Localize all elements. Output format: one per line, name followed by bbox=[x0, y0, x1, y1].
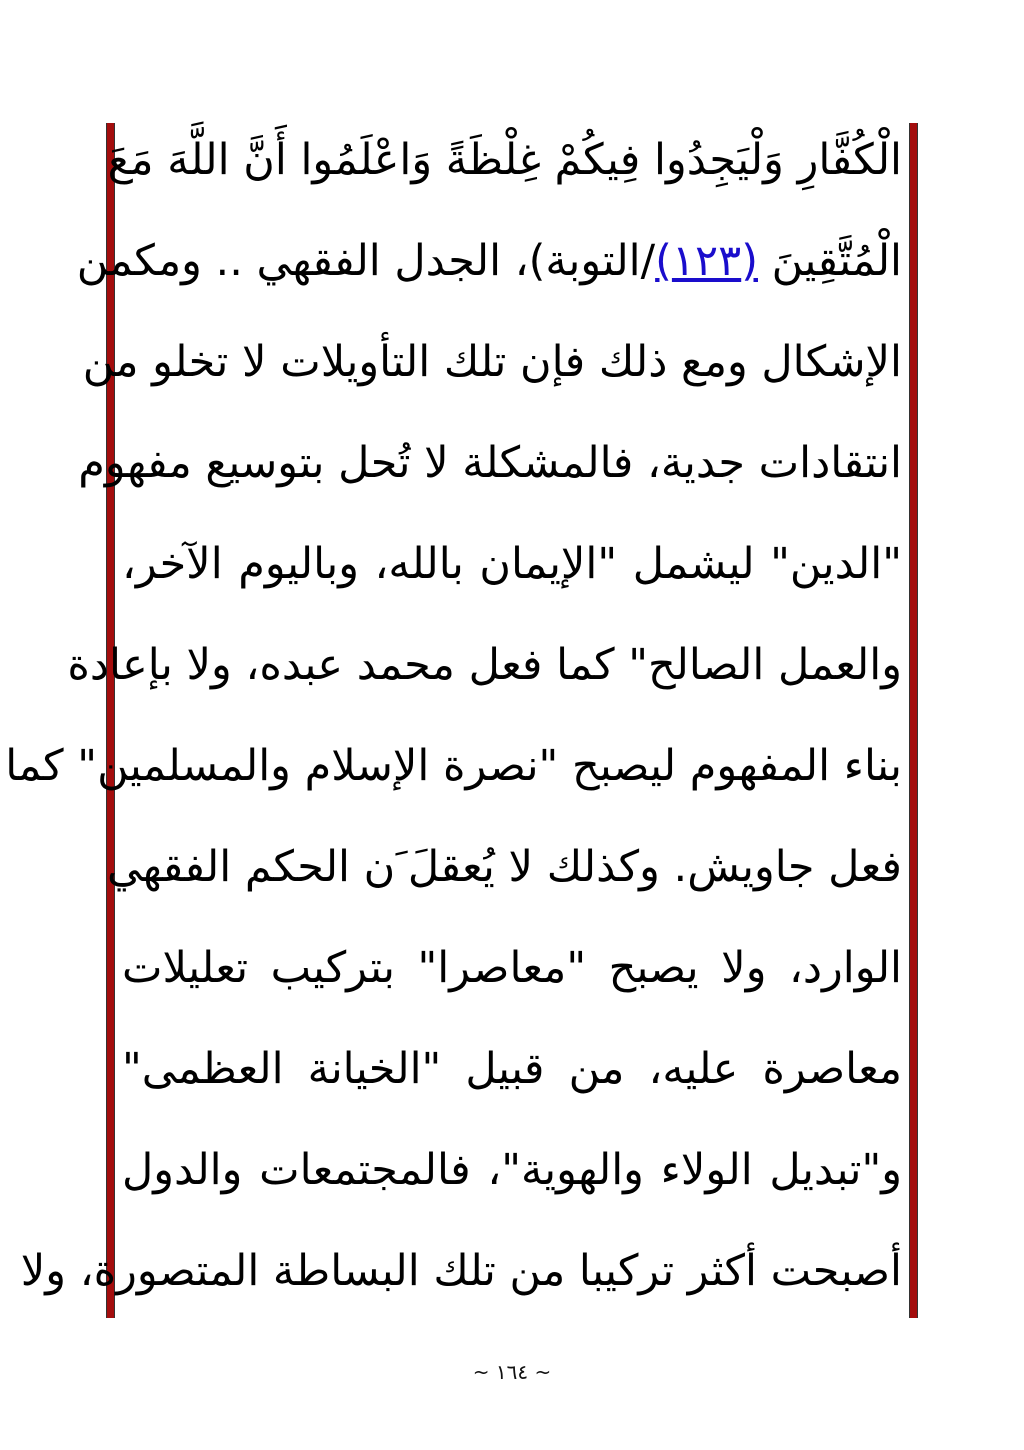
text-line-2 bbox=[76, 211, 902, 312]
body-text bbox=[5, 110, 902, 1322]
right-page-border bbox=[909, 123, 918, 1318]
text-line-2-end: /التوبة)، الجدل الفقهي .. ومكمن bbox=[76, 236, 656, 286]
text-line-3: الإشكال ومع ذلك فإن تلك التأويلات لا تخلو من bbox=[82, 337, 902, 387]
text-line-10: معاصرة عليه، من قبيل "الخيانة العظمى" bbox=[122, 1044, 902, 1094]
text-line-6: والعمل الصالح" كما فعل محمد عبده، ولا بإعادة bbox=[67, 640, 902, 690]
text-line-9: الوارد، ولا يصبح "معاصرا" بتركيب تعليلات bbox=[122, 943, 902, 993]
text-line-4: انتقادات جدية، فالمشكلة لا تُحل بتوسيع مفهوم bbox=[78, 438, 902, 488]
text-line-1: الْكُفَّارِ وَلْيَجِدُوا فِيكُمْ غِلْظَةً وَاعْلَمُوا أَنَّ اللَّهَ مَعَ bbox=[107, 135, 902, 185]
text-line-11: و"تبديل الولاء والهوية"، فالمجتمعات والدول bbox=[122, 1145, 902, 1195]
text-line-7: بناء المفهوم ليصبح "نصرة الإسلام والمسلمين" كما bbox=[5, 741, 902, 791]
text-line-5: "الدين" ليشمل "الإيمان بالله، وباليوم الآخر، bbox=[122, 539, 902, 589]
text-line-2-start: الْمُتَّقِينَ bbox=[757, 236, 902, 286]
page-number: ~ ١٦٤ ~ bbox=[472, 1360, 552, 1384]
text-line-8: فعل جاويش. وكذلك لا يُعقلَ َن الحكم الفقهي bbox=[106, 842, 902, 892]
text-line-12: أصبحت أكثر تركيبا من تلك البساطة المتصورة، ولا bbox=[20, 1246, 902, 1296]
footnote-reference-link[interactable]: (١٢٣) bbox=[655, 236, 758, 286]
